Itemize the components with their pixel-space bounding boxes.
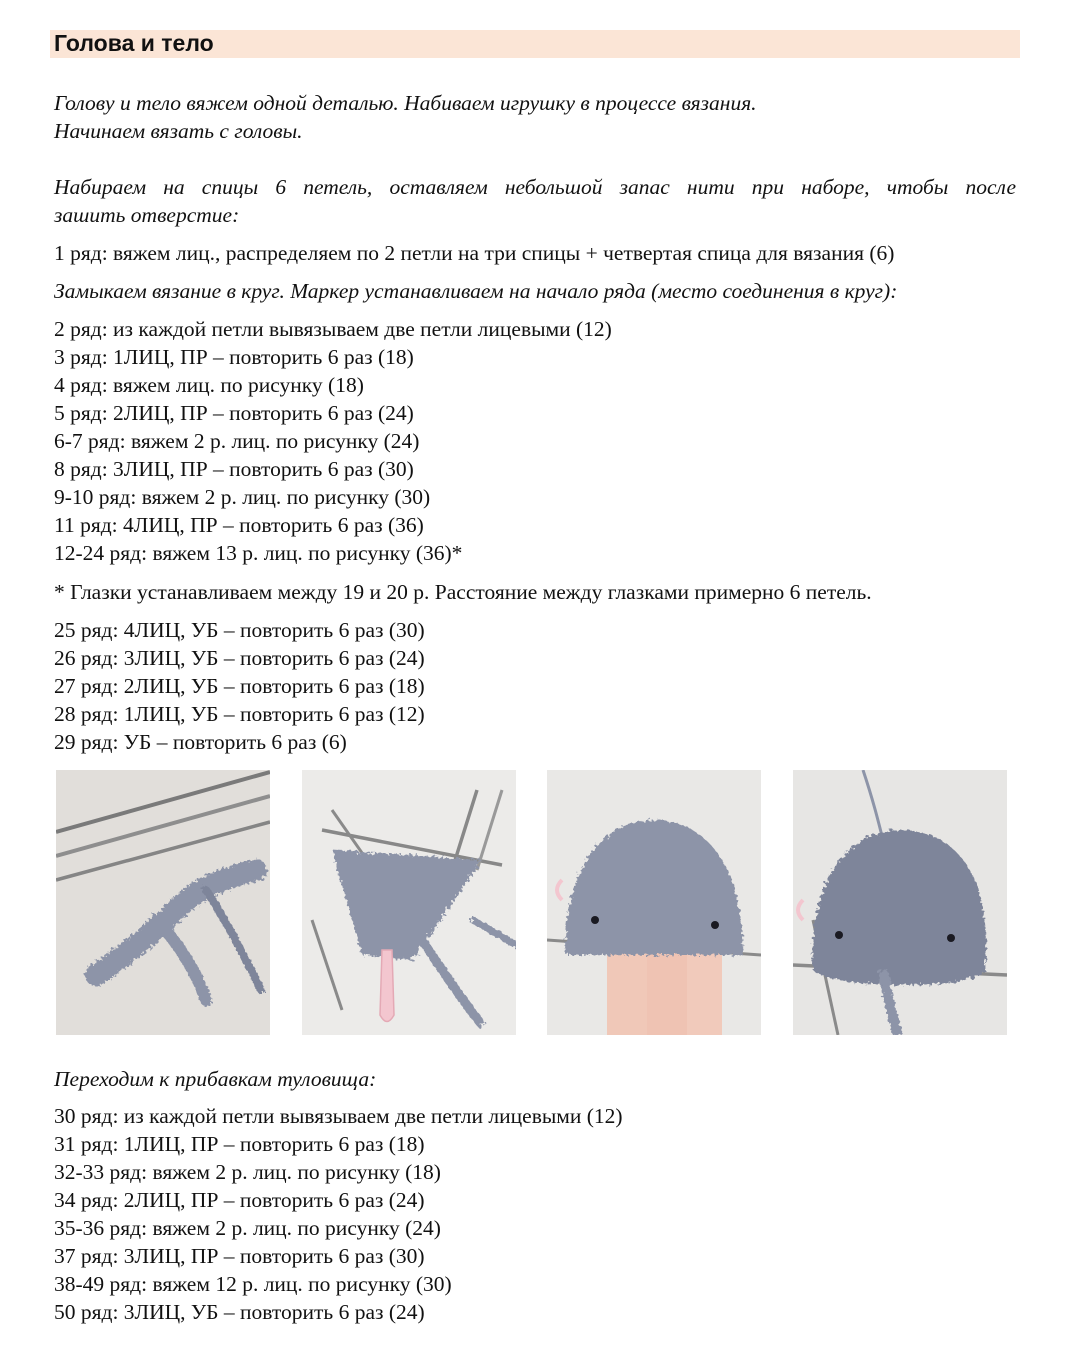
photo-cast-on-needles [56,770,270,1035]
body-row: 34 ряд: 2ЛИЦ, ПР – повторить 6 раз (24) [54,1188,425,1212]
body-row: 35-36 ряд: вяжем 2 р. лиц. по рисунку (24) [54,1216,441,1240]
head-row: 11 ряд: 4ЛИЦ, ПР – повторить 6 раз (36) [54,513,424,537]
head-row: 8 ряд: 3ЛИЦ, ПР – повторить 6 раз (30) [54,457,414,481]
row-1-instruction: 1 ряд: вяжем лиц., распределяем по 2 петли на три спицы + четвертая спица для вязания (6) [54,241,895,265]
intro-line-1: Голову и тело вяжем одной деталью. Набиваем игрушку в процессе вязания. [54,91,757,115]
eyes-note: * Глазки устанавливаем между 19 и 20 р. Расстояние между глазками примерно 6 петель. [54,580,872,604]
photo-head-on-needles [793,770,1007,1035]
photo-first-rows [302,770,516,1035]
head-row: 2 ряд: из каждой петли вывязываем две петли лицевыми (12) [54,317,612,341]
head-row: 5 ряд: 2ЛИЦ, ПР – повторить 6 раз (24) [54,401,414,425]
body-row: 38-49 ряд: вяжем 12 р. лиц. по рисунку (30) [54,1272,452,1296]
section-heading: Голова и тело [54,30,214,56]
decrease-row: 25 ряд: 4ЛИЦ, УБ – повторить 6 раз (30) [54,618,425,642]
body-row: 30 ряд: из каждой петли вывязываем две петли лицевыми (12) [54,1104,623,1128]
body-row: 31 ряд: 1ЛИЦ, ПР – повторить 6 раз (18) [54,1132,425,1156]
join-note: Замыкаем вязание в круг. Маркер устанавливаем на начало ряда (место соединения в круг): [54,279,898,303]
cast-on-line-1: Набираем на спицы 6 петель, оставляем небольшой запас нити при наборе, чтобы после [54,175,1016,199]
body-row: 32-33 ряд: вяжем 2 р. лиц. по рисунку (18) [54,1160,441,1184]
head-row: 12-24 ряд: вяжем 13 р. лиц. по рисунку (36)* [54,541,463,565]
cast-on-line-2: зашить отверстие: [54,203,240,227]
decrease-row: 27 ряд: 2ЛИЦ, УБ – повторить 6 раз (18) [54,674,425,698]
decrease-row: 26 ряд: 3ЛИЦ, УБ – повторить 6 раз (24) [54,646,425,670]
head-row: 4 ряд: вяжем лиц. по рисунку (18) [54,373,364,397]
head-row: 3 ряд: 1ЛИЦ, ПР – повторить 6 раз (18) [54,345,414,369]
decrease-row: 28 ряд: 1ЛИЦ, УБ – повторить 6 раз (12) [54,702,425,726]
decrease-row: 29 ряд: УБ – повторить 6 раз (6) [54,730,347,754]
body-row: 50 ряд: 3ЛИЦ, УБ – повторить 6 раз (24) [54,1300,425,1324]
body-section-title: Переходим к прибавкам туловища: [54,1067,377,1091]
head-row: 9-10 ряд: вяжем 2 р. лиц. по рисунку (30) [54,485,431,509]
head-row: 6-7 ряд: вяжем 2 р. лиц. по рисунку (24) [54,429,420,453]
intro-line-2: Начинаем вязать с головы. [54,119,303,143]
body-row: 37 ряд: 3ЛИЦ, ПР – повторить 6 раз (30) [54,1244,425,1268]
photo-head-on-fingers [547,770,761,1035]
